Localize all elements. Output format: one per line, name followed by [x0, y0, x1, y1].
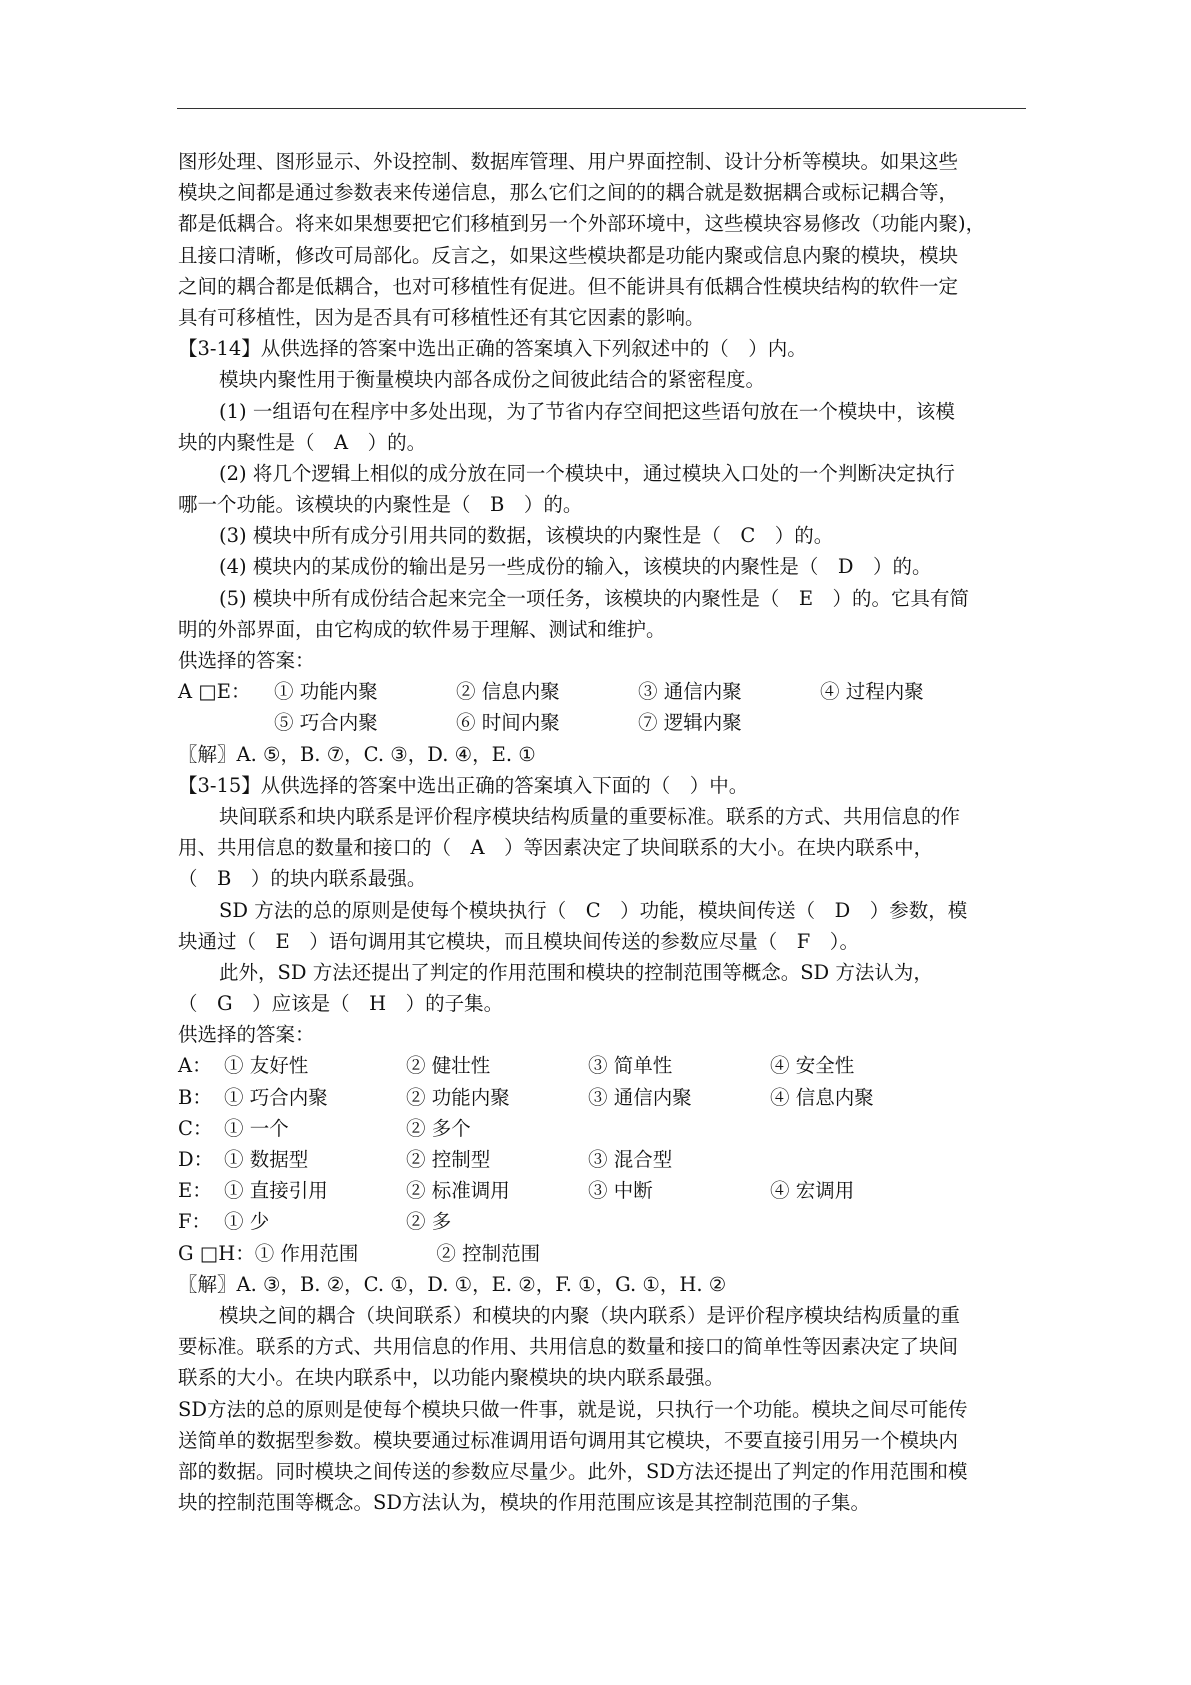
- option-choice: ② 标准调用: [406, 1179, 510, 1203]
- option-choice: ① 一个: [224, 1116, 289, 1140]
- option-choice: ① 直接引用: [224, 1179, 328, 1203]
- option-choice: ② 功能内聚: [406, 1085, 510, 1109]
- q14-title: 【3-14】从供选择的答案中选出正确的答案填入下列叙述中的（ ）内。: [178, 337, 807, 361]
- option-choice: ③ 简单性: [588, 1054, 673, 1078]
- option-label: D：: [178, 1148, 214, 1171]
- q14-options-row: [178, 707, 1026, 738]
- option-label: C：: [178, 1116, 213, 1140]
- q14-answer: 〖解〗A. ⑤，B. ⑦，C. ③，D. ④，E. ①: [178, 742, 536, 766]
- intro-line: 模块之间都是通过参数表来传递信息，那么它们之间的的耦合就是数据耦合或标记耦合等，: [178, 181, 959, 205]
- intro-line: 且接口清晰，修改可局部化。反言之，如果这些模块都是功能内聚或信息内聚的模块，模块: [178, 243, 959, 267]
- q15-options-row: [178, 1206, 1026, 1237]
- option-choice: ① 少: [224, 1210, 270, 1234]
- option-label: B：: [178, 1085, 212, 1109]
- q14-item-2-cont: 哪一个功能。该模块的内聚性是（ B ）的。: [178, 493, 583, 517]
- q15-answer: 〖解〗A. ③，B. ②，C. ①，D. ①，E. ②，F. ①，G. ①，H. ②: [178, 1272, 727, 1296]
- document-body: [178, 146, 1026, 1518]
- q14-intro: 模块内聚性用于衡量模块内部各成份之间彼此结合的紧密程度。: [219, 368, 766, 392]
- option-choice: ④ 宏调用: [770, 1179, 855, 1203]
- option-choice: ② 多: [406, 1210, 452, 1234]
- q14-item-5-cont: 明的外部界面，由它构成的软件易于理解、测试和维护。: [178, 617, 666, 641]
- q15-options-row: [178, 1050, 1026, 1081]
- option-choice: ② 健壮性: [406, 1054, 491, 1078]
- q15-options-row: [178, 1113, 1026, 1144]
- q15-paragraph: 用、共用信息的数量和接口的（ A ）等因素决定了块间联系的大小。在块内联系中，: [178, 836, 934, 860]
- q15-paragraph: 此外，SD 方法还提出了判定的作用范围和模块的控制范围等概念。SD 方法认为，: [219, 960, 933, 984]
- q14-item-2: (2) 将几个逻辑上相似的成分放在同一个模块中，通过模块入口处的一个判断决定执行: [219, 461, 955, 485]
- header-rule: [177, 108, 1026, 109]
- q15-title: 【3-15】从供选择的答案中选出正确的答案填入下面的（ ）中。: [178, 773, 749, 797]
- option-choice: ③ 混合型: [588, 1148, 673, 1171]
- q15-paragraph: （ G ）应该是（ H ）的子集。: [178, 992, 504, 1016]
- q15-explanation: 部的数据。同时模块之间传送的参数应尽量少。此外，SD方法还提出了判定的作用范围和模: [178, 1459, 968, 1483]
- q15-paragraph: SD 方法的总的原则是使每个模块执行（ C ）功能，模块间传送（ D ）参数，模: [219, 898, 968, 922]
- q14-options-row: [178, 676, 1026, 707]
- option-label: E：: [178, 1179, 212, 1203]
- option-choice: ① 数据型: [224, 1148, 309, 1171]
- option-choice: ② 多个: [406, 1116, 471, 1140]
- intro-line: 图形处理、图形显示、外设控制、数据库管理、用户界面控制、设计分析等模块。如果这些: [178, 150, 959, 173]
- q15-paragraph: 块通过（ E ）语句调用其它模块，而且模块间传送的参数应尽量（ F ）。: [178, 929, 860, 953]
- q15-options-row: [178, 1175, 1026, 1206]
- option-choice: ② 控制型: [406, 1148, 491, 1171]
- q14-item-3: (3) 模块中所有成分引用共同的数据，该模块的内聚性是（ C ）的。: [219, 524, 834, 548]
- option-choice: ⑤ 巧合内聚: [274, 711, 378, 735]
- option-choice: ① 巧合内聚: [224, 1085, 328, 1109]
- q14-item-5: (5) 模块中所有成份结合起来完全一项任务，该模块的内聚性是（ E ）的。它具有简: [219, 586, 970, 610]
- option-choice: ④ 过程内聚: [820, 680, 924, 704]
- intro-line: 都是低耦合。将来如果想要把它们移植到另一个外部环境中，这些模块容易修改（功能内聚)，: [178, 212, 986, 236]
- q15-explanation: 联系的大小。在块内联系中，以功能内聚模块的块内联系最强。: [178, 1366, 725, 1390]
- q15-explanation: 模块之间的耦合（块间联系）和模块的内聚（块内联系）是评价程序模块结构质量的重: [219, 1303, 961, 1327]
- q15-explanation: 块的控制范围等概念。SD方法认为，模块的作用范围应该是其控制范围的子集。: [178, 1491, 870, 1515]
- option-choice: ③ 通信内聚: [588, 1085, 692, 1109]
- q15-options-row: [178, 1144, 1026, 1175]
- q15-paragraph: （ B ）的块内联系最强。: [178, 867, 427, 891]
- option-choice: ① 友好性: [224, 1054, 309, 1078]
- q15-options-gh: G □H：① 作用范围 ② 控制范围: [178, 1241, 541, 1265]
- q15-options-heading: 供选择的答案：: [178, 1023, 315, 1047]
- q14-options-label: A □E：: [178, 680, 251, 704]
- q14-item-4: (4) 模块内的某成份的输出是另一些成份的输入，该模块的内聚性是（ D ）的。: [219, 555, 932, 579]
- option-choice: ③ 通信内聚: [638, 680, 742, 704]
- q14-item-1: (1) 一组语句在程序中多处出现，为了节省内存空间把这些语句放在一个模块中，该模: [219, 399, 955, 423]
- option-choice: ① 功能内聚: [274, 680, 378, 704]
- option-choice: ② 信息内聚: [456, 680, 560, 704]
- option-label: F：: [178, 1210, 212, 1234]
- intro-line: 之间的耦合都是低耦合，也对可移植性有促进。但不能讲具有低耦合性模块结构的软件一定: [178, 274, 959, 298]
- option-choice: ④ 信息内聚: [770, 1085, 874, 1109]
- q15-explanation: 送简单的数据型参数。模块要通过标准调用语句调用其它模块，不要直接引用另一个模块内: [178, 1428, 959, 1452]
- q15-paragraph: 块间联系和块内联系是评价程序模块结构质量的重要标准。联系的方式、共用信息的作: [219, 804, 961, 828]
- option-choice: ⑦ 逻辑内聚: [638, 711, 742, 735]
- option-choice: ⑥ 时间内聚: [456, 711, 560, 735]
- intro-line: 具有可移植性，因为是否具有可移植性还有其它因素的影响。: [178, 305, 705, 329]
- q14-options-heading: 供选择的答案：: [178, 649, 315, 672]
- q15-explanation: SD方法的总的原则是使每个模块只做一件事，就是说，只执行一个功能。模块之间尽可能传: [178, 1397, 968, 1421]
- option-choice: ③ 中断: [588, 1179, 653, 1203]
- option-choice: ④ 安全性: [770, 1054, 855, 1078]
- q15-explanation: 要标准。联系的方式、共用信息的作用、共用信息的数量和接口的简单性等因素决定了块间: [178, 1335, 959, 1359]
- q14-item-1-cont: 块的内聚性是（ A ）的。: [178, 430, 427, 454]
- q15-options-row: [178, 1082, 1026, 1113]
- option-label: A：: [178, 1054, 212, 1078]
